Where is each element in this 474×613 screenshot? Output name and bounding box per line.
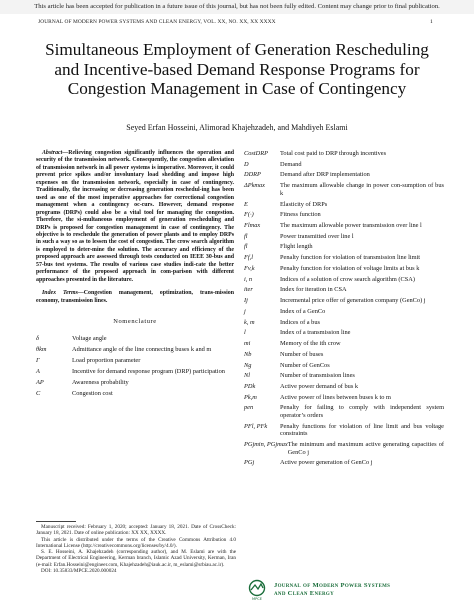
nomenclature-description: Flight length [280, 243, 313, 251]
nomenclature-entry [244, 383, 444, 391]
nomenclature-entry [36, 357, 234, 365]
nomenclature-symbol: Ij [244, 297, 248, 305]
nomenclature-description: Index of a GenCo [280, 307, 326, 315]
nomenclature-entry [244, 308, 444, 316]
nomenclature-description: Penalty function for violation of transmission line limit [280, 254, 421, 262]
nomenclature-description: The maximum allowable change in power con-sumption of bus k [280, 182, 444, 197]
nomenclature-symbol: DDRP [244, 171, 261, 179]
footnote-affiliations: S. E. Hosseini, A. Khajehzadeh (corresponding author), and M. Eslami are with the Department of Electrical Engineering, Kerman branch, Islamic Azad University, Kerman, Iran (e-mail: Erfan.Hosseini@engineer.com, Khajehzadeh@iauk.ac.ir, m_eslami@srbiau.ac.ir). [36, 549, 236, 568]
nomenclature-description: Total cost paid to DRP through incentives [280, 150, 387, 157]
index-terms-lead: Index Terms [42, 290, 78, 297]
nomenclature-symbol: Fv,k [244, 264, 255, 272]
nomenclature-entry [244, 404, 444, 419]
nomenclature-symbol: fl [244, 232, 248, 240]
nomenclature-list-left [36, 335, 234, 398]
nomenclature-description: Number of buses [280, 350, 324, 358]
nomenclature-symbol: pen [244, 404, 254, 412]
nomenclature-symbol: ΔPkmax [244, 182, 265, 190]
nomenclature-description: Active power demand of bus k [280, 383, 359, 391]
nomenclature-symbol: iter [244, 286, 253, 294]
nomenclature-entry [244, 265, 444, 273]
nomenclature-description: Index of a transmission line [280, 329, 351, 337]
nomenclature-symbol: PDk [244, 383, 256, 391]
nomenclature-symbol: Pk,m [244, 393, 257, 401]
nomenclature-list-right [244, 150, 444, 467]
journal-logo-line-2: and Clean Energy [274, 590, 335, 597]
nomenclature-description: Penalty for failing to comply with independent system operator’s orders [280, 404, 444, 420]
journal-logo-mark-text: MPCE [251, 597, 263, 601]
nomenclature-description: Penalty function for violation of voltage limits at bus k [280, 264, 420, 272]
nomenclature-entry [244, 340, 444, 348]
nomenclature-entry [244, 459, 444, 467]
journal-logo-icon [246, 579, 268, 601]
nomenclature-symbol: Ng [244, 361, 252, 369]
nomenclature-symbol: AP [36, 379, 44, 386]
nomenclature-description: Incremental price offer of generation company (GenCo) j [280, 297, 426, 305]
nomenclature-symbol: Nl [244, 372, 250, 380]
nomenclature-entry [244, 150, 444, 158]
nomenclature-symbol: δ [36, 335, 39, 343]
nomenclature-description: Awareness probability [72, 379, 129, 386]
nomenclature-description: Admittance angle of the line connecting buses k and m [72, 346, 212, 354]
nomenclature-entry [244, 351, 444, 359]
nomenclature-description: Fitness function [280, 211, 321, 219]
nomenclature-description: The maximum allowable power transmission over line l [280, 222, 422, 229]
nomenclature-entry [244, 233, 444, 241]
nomenclature-entry [244, 161, 444, 169]
nomenclature-entry [36, 335, 234, 343]
nomenclature-entry [244, 362, 444, 370]
page-number: 1 [430, 19, 433, 25]
nomenclature-description: Index for iteration in CSA [280, 286, 347, 294]
nomenclature-description: Incentive for demand response program (DRP) participation [72, 368, 225, 376]
abstract-text: —Relieving congestion significantly influences the operation and security of the transmission network. Consequently, the congestion alleviation of transmission network in all power systems is imperative. Moreover, it could prevent price spikes and/or involuntary load shedding and impose high expenses on the transmission network, especially in case of contingency. Traditionally, the increasing or decreasing generation reschedul-ing has been used as one of the most imperative approaches for correctional congestion management when a contingency oc-curs. However, demand response programs (DRPs) could also be a vital tool for managing the congestion. Therefore, the si-multaneous employment of generation rescheduling and DRPs is proposed for congestion management in case of contingency. The objective is to reschedule the generation of power plants and to employ DRPs in such a way so as to lessen the cost of congestion. The crow search algorithm is employed to deter-mine the solution. The accuracy and efficiency of the proposed approach are assessed through tests conducted on IEEE 30-bus and 57-bus test systems. The results of various case studies indi-cate the better performance of the proposed approach in com-parison with different approaches presented in the literature. [36, 150, 234, 283]
nomenclature-description: Number of transmission lines [280, 372, 355, 380]
footnote-doi: DOI: 10.35833/MPCE.2020.000024 [41, 568, 117, 575]
nomenclature-entry [244, 286, 444, 294]
index-terms [36, 290, 234, 305]
nomenclature-description: Active power of lines between buses k to m [280, 393, 391, 401]
nomenclature-description: Voltage angle [72, 335, 107, 343]
nomenclature-description: Number of GenCos [280, 361, 330, 369]
abstract-lead: Abstract [42, 150, 63, 156]
nomenclature-entry [244, 182, 444, 197]
nomenclature-entry [244, 394, 444, 402]
nomenclature-symbol: A [36, 368, 40, 376]
index-terms-text: —Congestion management, optimization, trans-mission economy, transmission lines. [36, 290, 235, 304]
nomenclature-symbol: θkm [36, 346, 47, 354]
footnote-rule [36, 521, 76, 522]
nomenclature-entry [244, 222, 444, 230]
running-head: JOURNAL OF MODERN POWER SYSTEMS AND CLEAN ENERGY, VOL. XX, NO. XX, XX XXXX [38, 19, 276, 25]
paper-title: Simultaneous Employment of Generation Rescheduling and Incentive-based Demand Response Programs for Congestion Management in Case of Contingency [45, 40, 429, 98]
nomenclature-entry [36, 368, 234, 376]
nomenclature-entry [244, 201, 444, 209]
footnote-license: This article is distributed under the terms of the Creative Commons Attribution 4.0 International License (http://creativecommons.org/licenses/by/4.0/). [36, 536, 236, 549]
nomenclature-description: Elasticity of DRPs [280, 200, 328, 208]
abstract [36, 150, 234, 284]
nomenclature-symbol: mi [244, 340, 251, 348]
nomenclature-description: Demand after DRP implementation [280, 171, 370, 179]
nomenclature-symbol: j [244, 307, 246, 315]
nomenclature-description: Demand [280, 160, 302, 168]
nomenclature-entry [244, 329, 444, 337]
nomenclature-entry [244, 372, 444, 380]
nomenclature-description: Indices of a bus [280, 318, 320, 326]
nomenclature-symbol: C [36, 389, 41, 397]
nomenclature-symbol: D [244, 160, 249, 168]
journal-logo-line-1: Journal of Modern Power Systems [274, 582, 391, 589]
nomenclature-description: Congestion cost [72, 389, 113, 397]
nomenclature-description: Indices of a solution of crow search algorithm (CSA) [280, 275, 415, 283]
author-list: Seyed Erfan Hosseini, Alimorad Khajehzadeh, and Mahdiyeh Eslami [126, 123, 348, 132]
nomenclature-description: Power transmitted over line l [280, 232, 354, 240]
nomenclature-entry [244, 441, 444, 456]
journal-logo [246, 579, 446, 601]
nomenclature-entry [244, 276, 444, 284]
nomenclature-symbol: CostDRP [244, 150, 268, 157]
nomenclature-symbol: Flmax [244, 222, 261, 229]
nomenclature-symbol: k, m [244, 318, 255, 326]
nomenclature-entry [244, 171, 444, 179]
journal-logo-text [274, 582, 390, 598]
nomenclature-symbol: E [244, 200, 248, 208]
nomenclature-entry [36, 390, 234, 398]
footnote-manuscript-dates: Manuscript received: February 1, 2020; accepted: January 18, 2021. Date of CrossCheck: January 18, 2021. Date of online publication: XX XX, XXXX. [36, 524, 236, 537]
nomenclature-symbol: PGjmin, PGjmax [244, 441, 288, 449]
nomenclature-symbol: fl [244, 243, 248, 251]
nomenclature-symbol: l [244, 329, 246, 337]
nomenclature-entry [36, 379, 234, 387]
nomenclature-entry [36, 346, 234, 354]
nomenclature-entry [244, 243, 444, 251]
nomenclature-symbol: PFl, PFk [244, 422, 268, 430]
nomenclature-description: Penalty functions for violation of line limit and bus voltage constraints [280, 422, 444, 438]
nomenclature-symbol: PGj [244, 459, 255, 467]
nomenclature-description: Load proportion parameter [72, 357, 141, 365]
nomenclature-symbol: Ff,l [244, 254, 253, 262]
nomenclature-entry [244, 254, 444, 262]
nomenclature-description: Memory of the ith crow [280, 340, 341, 348]
nomenclature-symbol: Nb [244, 350, 252, 358]
nomenclature-symbol: Γ [36, 357, 40, 365]
nomenclature-symbol: i, n [244, 275, 253, 283]
nomenclature-description: The minimum and maximum active generating capacities of GenCo j [287, 441, 444, 456]
nomenclature-heading: Nomenclature [113, 318, 157, 326]
nomenclature-entry [244, 319, 444, 327]
footnotes [36, 524, 236, 574]
nomenclature-entry [244, 211, 444, 219]
nomenclature-symbol: F(·) [244, 211, 254, 219]
left-column [36, 150, 234, 398]
nomenclature-entry [244, 297, 444, 305]
prepublication-notice: This article has been accepted for publication in a future issue of this journal, but has not been fully edited. Content may change prior to final publication. [0, 0, 474, 14]
nomenclature-entry [244, 423, 444, 438]
right-column [244, 150, 444, 467]
nomenclature-description: Active power generation of GenCo j [280, 459, 373, 467]
